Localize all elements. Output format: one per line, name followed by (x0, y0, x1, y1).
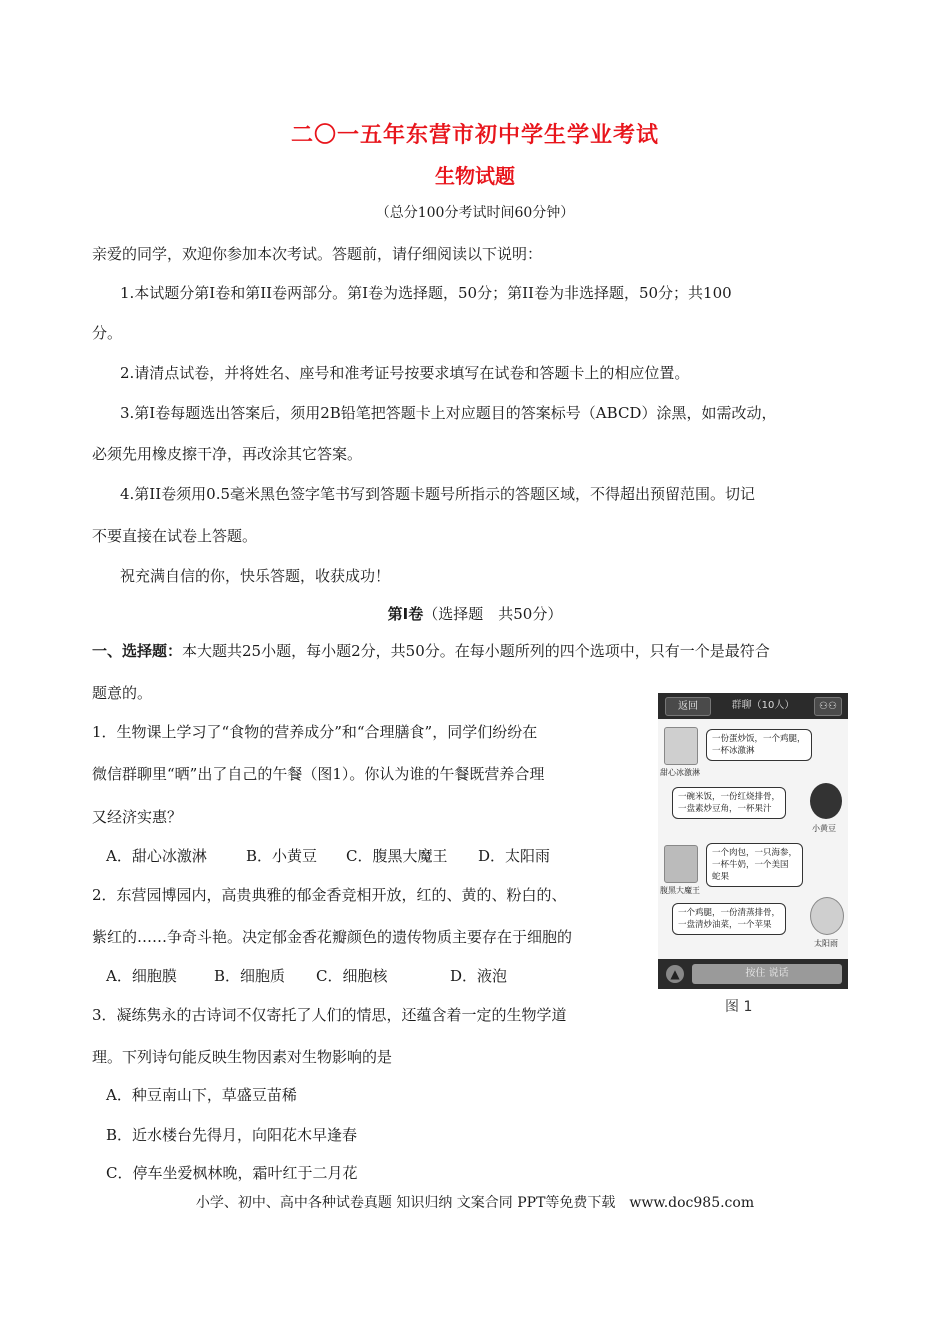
page-footer: 小学、初中、高中各种试卷真题 知识归纳 文案合同 PPT等免费下载 www.doc985.com (195, 1195, 755, 1211)
figure-caption: 图 1 (725, 999, 753, 1015)
instruction-3: 3.第Ⅰ卷每题选出答案后，须用2B铅笔把答题卡上对应题目的答案标号（ABCD）涂黑，如需改动， (120, 404, 777, 422)
q3-option-b: B．近水楼台先得月，向阳花木早逢春 (106, 1126, 358, 1144)
chat-2-line1: 一碗米饭，一份红烧排骨， (678, 792, 781, 802)
chat-bubble-1 (706, 729, 812, 761)
question-3: 3．凝练隽永的古诗词不仅寄托了人们的情思，还蕴含着一定的生物学道 (92, 1006, 567, 1024)
chat-bubble-2 (672, 787, 786, 819)
section-text: 本大题共25小题，每小题2分，共50分。在每小题所列的四个选项中，只有一个是最符合 (182, 642, 770, 660)
wish-line: 祝充满自信的你，快乐答题，收获成功！ (120, 567, 391, 585)
upload-icon: ▲ (666, 965, 684, 983)
chat-body (658, 719, 848, 959)
question-1-line2: 微信群聊里“晒”出了自己的午餐（图1）。你认为谁的午餐既营养合理 (92, 765, 545, 783)
back-button: 返回 (665, 697, 711, 716)
chat-name-4: 太阳雨 (814, 939, 838, 948)
chat-3-line1: 一个肉包，一只海参， (712, 848, 798, 858)
part1-heading (0, 604, 950, 624)
chat-1-line2: 一杯冰激淋 (712, 746, 755, 756)
question-1-line3: 又经济实惠？ (92, 808, 183, 826)
question-1-options (106, 846, 550, 866)
chat-4-line2: 一盘清炒油菜，一个苹果 (678, 920, 772, 930)
avatar-3 (664, 845, 698, 883)
section-instruction (92, 641, 770, 661)
intro-greeting: 亲爱的同学，欢迎你参加本次考试。答题前，请仔细阅读以下说明： (92, 245, 543, 263)
chat-3-line2: 一杯牛奶，一个美国 (712, 860, 789, 870)
chat-2-line2: 一盘素炒豆角，一杯果汁 (678, 804, 772, 814)
members-icon: ⚇⚇ (814, 697, 842, 716)
group-title: 群聊（10人） (731, 700, 795, 711)
chat-top-bar (658, 693, 848, 719)
q3-option-c: C．停车坐爱枫林晚，霜叶红于二月花 (106, 1164, 358, 1182)
question-2-line2: 紫红的……争奇斗艳。决定郁金香花瓣颜色的遗传物质主要存在于细胞的 (92, 928, 573, 946)
exam-subject: 生物试题 (435, 164, 515, 188)
part1-heading-rest: （选择题 共50分） (423, 605, 563, 623)
part1-heading-bold: 第Ⅰ卷 (387, 605, 424, 623)
instruction-4-cont: 不要直接在试卷上答题。 (92, 527, 258, 545)
instruction-4: 4.第II卷须用0.5毫米黑色签字笔书写到答题卡题号所指示的答题区域，不得超出预留范围。切记 (120, 485, 756, 503)
question-2: 2．东营园博园内，高贵典雅的郁金香竞相开放，红的、黄的、粉白的、 (92, 886, 567, 904)
section-label: 一、选择题： (92, 642, 183, 660)
q3-option-a: A．种豆南山下，草盛豆苗稀 (106, 1086, 297, 1104)
chat-name-1: 甜心冰激淋 (660, 768, 700, 777)
question-2-options (106, 966, 507, 986)
hold-to-talk-button: 按住 说话 (692, 964, 842, 984)
q2-option-d: D．液泡 (450, 967, 508, 985)
q2-option-c: C．细胞核 (316, 967, 388, 985)
exam-note: （总分100分考试时间60分钟） (375, 205, 575, 221)
chat-bubble-4 (672, 903, 786, 935)
chat-3-line3: 蛇果 (712, 872, 730, 882)
instruction-2: 2.请清点试卷，并将姓名、座号和准考证号按要求填写在试卷和答题卡上的相应位置。 (120, 364, 690, 382)
q1-option-d: D．太阳雨 (478, 847, 551, 865)
q2-option-b: B．细胞质 (214, 967, 286, 985)
chat-name-2: 小黄豆 (812, 824, 836, 833)
q2-option-a: A．细胞膜 (106, 967, 177, 985)
exam-title: 二〇一五年东营市初中学生学业考试 (290, 123, 659, 148)
avatar-2 (810, 783, 842, 819)
chat-4-line1: 一个鸡腿，一份清蒸排骨， (678, 908, 781, 918)
chat-1-line1: 一份蛋炒饭，一个鸡腿， (712, 734, 806, 744)
instruction-1: 1.本试题分第Ⅰ卷和第II卷两部分。第Ⅰ卷为选择题，50分；第II卷为非选择题，50分；共100 (120, 284, 732, 302)
chat-bottom-bar (658, 959, 848, 989)
question-3-line2: 理。下列诗句能反映生物因素对生物影响的是 (92, 1048, 393, 1066)
instruction-1-cont: 分。 (92, 324, 123, 342)
chat-name-3: 腹黑大魔王 (660, 886, 700, 895)
figure-1-chat (658, 693, 848, 993)
q1-option-c: C．腹黑大魔王 (346, 847, 448, 865)
avatar-1 (664, 727, 698, 765)
instruction-3-cont: 必须先用橡皮擦干净，再改涂其它答案。 (92, 445, 363, 463)
q1-option-b: B．小黄豆 (246, 847, 318, 865)
q1-option-a: A．甜心冰激淋 (106, 847, 207, 865)
chat-bubble-3 (706, 843, 803, 887)
question-1: 1．生物课上学习了“食物的营养成分”和“合理膳食”，同学们纷纷在 (92, 723, 538, 741)
avatar-4 (810, 897, 844, 935)
section-instruction-cont: 题意的。 (92, 684, 153, 702)
